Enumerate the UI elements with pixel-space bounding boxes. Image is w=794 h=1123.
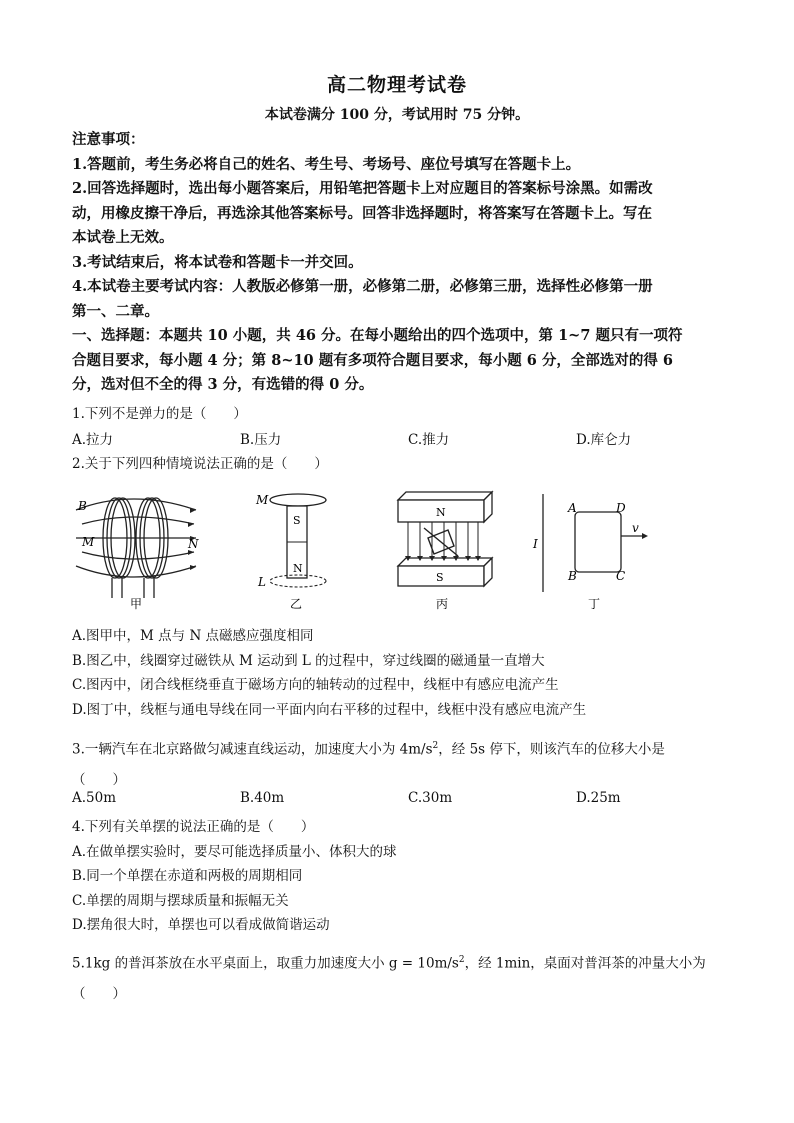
question-1-stem xyxy=(72,402,722,427)
jia-label-n: N xyxy=(188,537,199,551)
notice-item-4-line-2: 第一、二章。 xyxy=(72,302,159,320)
q3-stem-post: ，经 5s 停下，则该汽车的位移大小是 xyxy=(438,741,665,758)
jia-label-b: B xyxy=(78,499,87,513)
question-4 xyxy=(72,815,722,938)
notice-item-1: 1.答题前，考生务必将自己的姓名、考生号、考场号、座位号填写在答题卡上。 xyxy=(72,155,581,173)
q4-option-c: C.单摆的周期与摆球质量和振幅无关 xyxy=(72,892,289,909)
question-1-options xyxy=(72,428,722,452)
section-1-line-3: 分，选对但不全的得 3 分，有选错的得 0 分。 xyxy=(72,376,374,393)
figure-jia xyxy=(72,488,212,617)
q2-option-b: B.图乙中，线圈穿过磁铁从 M 运动到 L 的过程中，穿过线圈的磁通量一直增大 xyxy=(72,652,545,669)
figure-bing-poles xyxy=(388,488,498,613)
q3-option-d: D.25m xyxy=(576,790,621,806)
figure-ding-wire-frame xyxy=(528,488,658,613)
q2-option-c: C.图丙中，闭合线框绕垂直于磁场方向的轴转动的过程中，线框中有感应电流产生 xyxy=(72,677,559,693)
q5-stem-pre: 5.1kg 的普洱茶放在水平桌面上，取重力加速度大小 g = 10m/s xyxy=(72,955,459,972)
question-1-text: 1.下列不是弹力的是（ ） xyxy=(72,406,247,422)
q3-stem-pre: 3.一辆汽车在北京路做匀减速直线运动，加速度大小为 4m/s xyxy=(72,741,433,758)
q4-option-b: B.同一个单摆在赤道和两极的周期相同 xyxy=(72,868,303,884)
notice-item-3: 3.考试结束后，将本试卷和答题卡一并交回。 xyxy=(72,253,363,271)
notice-item-2-line-2: 动，用橡皮擦干净后，再选涂其他答案标号。回答非选择题时，将答案写在答题卡上。写在 xyxy=(72,204,652,222)
q2-option-d: D.图丁中，线框与通电导线在同一平面内向右平移的过程中，线框中没有感应电流产生 xyxy=(72,701,587,718)
q1-option-c: C.推力 xyxy=(408,432,450,448)
ding-label-b: B xyxy=(568,569,577,583)
q1-option-b: B.压力 xyxy=(240,432,282,448)
question-5-stem xyxy=(72,948,722,1007)
figure-ding xyxy=(528,488,658,617)
q5-stem-post: ，经 1min，桌面对普洱茶的冲量大小为 xyxy=(464,955,706,972)
figure-yi-magnet xyxy=(252,488,342,613)
notice-item-2-line-3: 本试卷上无效。 xyxy=(72,229,174,246)
notice-heading: 注意事项： xyxy=(72,131,145,148)
ding-label-v: v xyxy=(632,521,639,535)
ding-label-c: C xyxy=(616,569,626,583)
figure-yi xyxy=(252,488,342,617)
bing-caption: 丙 xyxy=(436,597,449,611)
yi-label-n: N xyxy=(293,562,303,575)
exam-title: 高二物理考试卷 xyxy=(326,74,467,96)
question-3-stem xyxy=(72,734,722,793)
jia-caption: 甲 xyxy=(130,597,143,611)
q3-paren: （ ） xyxy=(72,772,126,788)
question-3-text xyxy=(72,734,722,762)
q4-option-a: A.在做单摆实验时，要尽可能选择质量小、体积大的球 xyxy=(72,843,397,860)
section-1-line-2: 合题目要求，每小题 4 分；第 8~10 题有多项符合题目要求，每小题 6 分，全部选对的得 6 xyxy=(72,351,674,369)
question-4-text: 4.下列有关单摆的说法正确的是（ ） xyxy=(72,819,315,835)
q3-option-b: B.40m xyxy=(240,790,285,806)
question-3-options xyxy=(72,790,722,814)
notice-item-2-line-1: 2.回答选择题时，选出每小题答案后，用铅笔把答题卡上对应题目的答案标号涂黑。如需改 xyxy=(72,180,653,197)
question-2-text: 2.关于下列四种情境说法正确的是（ ） xyxy=(72,456,328,472)
exam-subtitle: 本试卷满分 100 分，考试用时 75 分钟。 xyxy=(264,107,530,123)
q3-option-a: A.50m xyxy=(72,790,117,806)
section-1-line-1: 一、选择题：本题共 10 小题，共 46 分。在每小题给出的四个选项中，第 1~7 题只有一项符 xyxy=(72,327,683,344)
jia-label-m: M xyxy=(82,535,95,549)
ding-caption: 丁 xyxy=(588,597,601,611)
question-5-text xyxy=(72,948,722,976)
question-2-stem xyxy=(72,452,722,477)
ding-label-d: D xyxy=(616,501,626,515)
yi-label-m: M xyxy=(256,493,269,507)
q4-option-d: D.摆角很大时，单摆也可以看成做简谐运动 xyxy=(72,917,330,933)
figure-bing xyxy=(388,488,498,617)
bing-label-s: S xyxy=(436,571,444,584)
yi-label-l: L xyxy=(258,575,266,589)
q3-stem-sup: 2 xyxy=(432,741,439,751)
notice-item-4-line-1: 4.本试卷主要考试内容：人教版必修第一册，必修第二册，必修第三册，选择性必修第一册 xyxy=(72,278,653,295)
ding-label-a: A xyxy=(568,501,577,515)
yi-caption: 乙 xyxy=(290,597,303,611)
question-2-options xyxy=(72,624,722,722)
figure-jia-coils xyxy=(72,488,212,613)
q3-option-c: C.30m xyxy=(408,790,453,806)
notice-section xyxy=(72,128,722,398)
q1-option-a: A.拉力 xyxy=(72,432,114,448)
q5-paren: （ ） xyxy=(72,986,126,1002)
q5-stem-sup: 2 xyxy=(458,955,465,965)
q2-option-a: A.图甲中，M 点与 N 点磁感应强度相同 xyxy=(72,628,314,644)
ding-label-i: I xyxy=(533,537,538,551)
q1-option-d: D.库仑力 xyxy=(576,432,632,448)
bing-label-n: N xyxy=(436,506,446,519)
yi-label-s: S xyxy=(293,514,301,527)
